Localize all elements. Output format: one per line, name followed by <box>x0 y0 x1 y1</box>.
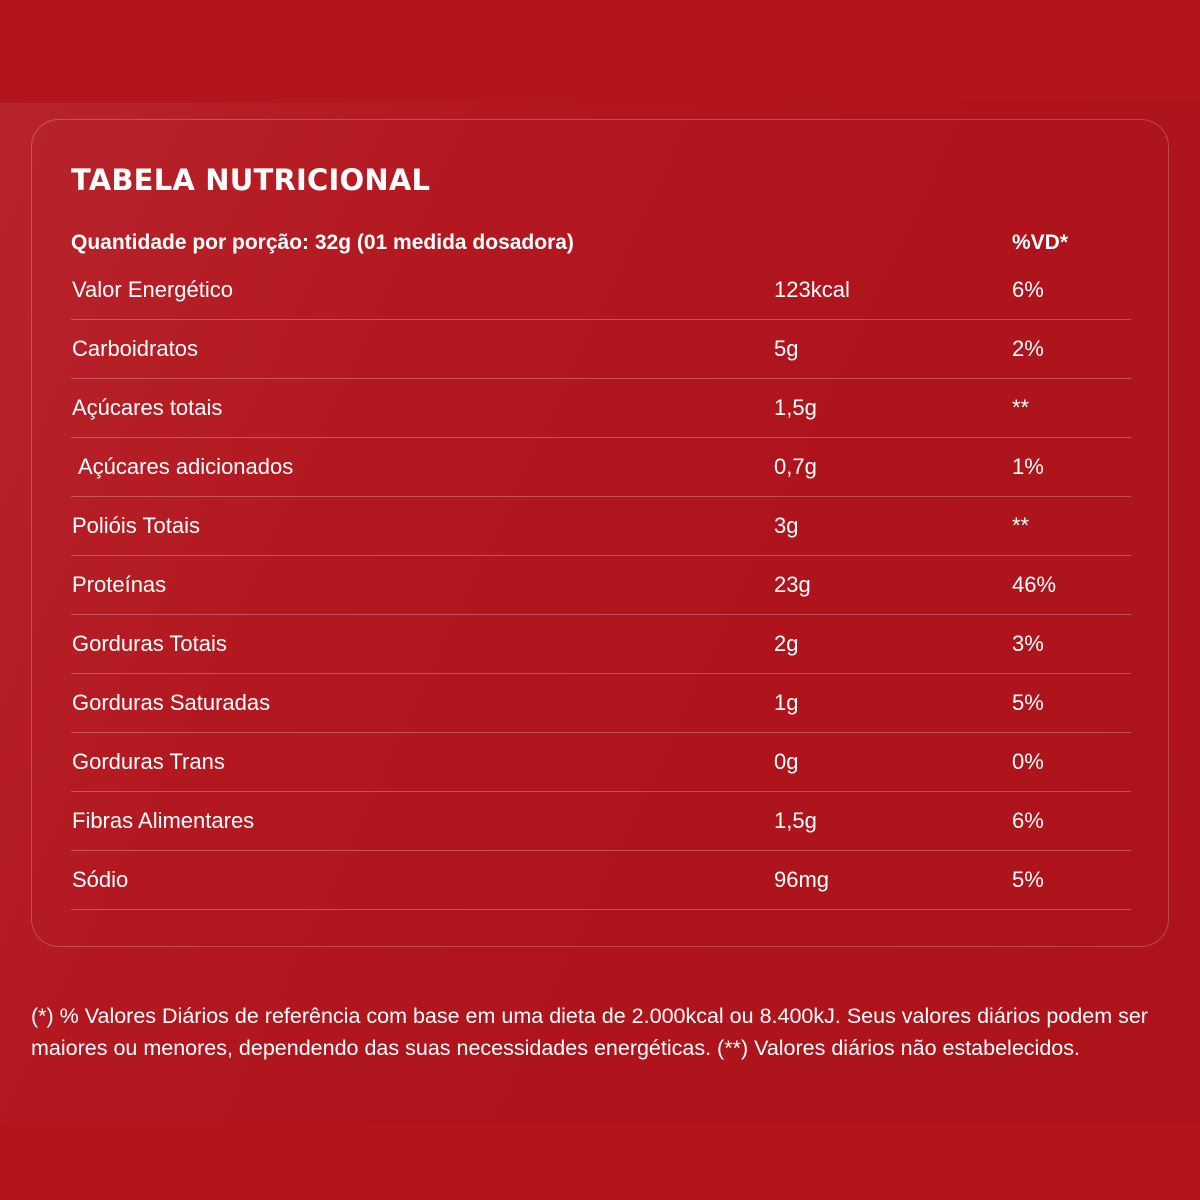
nutrient-amount: 0g <box>774 749 799 774</box>
nutrient-name: Carboidratos <box>72 336 198 361</box>
nutrition-table <box>71 261 1131 910</box>
nutrient-amount: 23g <box>774 572 811 597</box>
nutrient-amount: 1,5g <box>774 808 817 833</box>
table-row <box>71 615 1131 674</box>
table-row <box>71 851 1131 910</box>
nutrient-daily-value: ** <box>1012 395 1030 420</box>
nutrient-daily-value: 46% <box>1012 572 1057 597</box>
table-row <box>71 497 1131 556</box>
nutrient-name: Gorduras Trans <box>72 749 225 774</box>
nutrient-daily-value: 3% <box>1012 631 1044 656</box>
table-title: TABELA NUTRICIONAL <box>71 163 431 197</box>
table-row <box>71 733 1131 792</box>
nutrient-name: Proteínas <box>72 572 167 597</box>
table-row <box>71 792 1131 851</box>
footnote: (*) % Valores Diários de referência com base em uma dieta de 2.000kcal ou 8.400kJ. Seus valores diários podem ser maiores ou menores, dependendo das suas necessidades energéticas. (**) Valores diários não estabelecidos. <box>31 1004 1148 1060</box>
table-row <box>71 674 1131 733</box>
nutrient-daily-value: 6% <box>1012 808 1044 833</box>
nutrient-amount: 3g <box>774 513 799 538</box>
nutrient-amount: 2g <box>774 631 799 656</box>
nutrient-name: Gorduras Saturadas <box>72 690 271 715</box>
nutrient-amount: 1g <box>774 690 799 715</box>
table-row <box>71 379 1131 438</box>
nutrient-daily-value: 0% <box>1012 749 1044 774</box>
nutrient-name: Valor Energético <box>72 277 234 302</box>
nutrient-name: Açúcares adicionados <box>78 454 294 479</box>
nutrient-amount: 5g <box>774 336 799 361</box>
table-row <box>71 261 1131 320</box>
nutrient-name: Sódio <box>72 867 129 892</box>
nutrient-amount: 1,5g <box>774 395 817 420</box>
nutrient-daily-value: 6% <box>1012 277 1044 302</box>
nutrient-name: Açúcares totais <box>72 395 223 420</box>
nutrient-amount: 96mg <box>774 867 830 892</box>
nutrient-daily-value: ** <box>1012 513 1030 538</box>
nutrient-name: Polióis Totais <box>72 513 200 538</box>
daily-value-header: %VD* <box>1012 231 1069 254</box>
nutrient-daily-value: 1% <box>1012 454 1044 479</box>
table-row <box>71 438 1131 497</box>
nutrient-daily-value: 5% <box>1012 690 1044 715</box>
nutrient-daily-value: 5% <box>1012 867 1044 892</box>
nutrient-name: Gorduras Totais <box>72 631 227 656</box>
nutrient-name: Fibras Alimentares <box>72 808 255 833</box>
serving-size-header: Quantidade por porção: 32g (01 medida dosadora) <box>71 231 574 254</box>
nutrient-amount: 123kcal <box>774 277 850 302</box>
nutrient-daily-value: 2% <box>1012 336 1044 361</box>
table-row <box>71 320 1131 379</box>
table-row <box>71 556 1131 615</box>
nutrient-amount: 0,7g <box>774 454 817 479</box>
